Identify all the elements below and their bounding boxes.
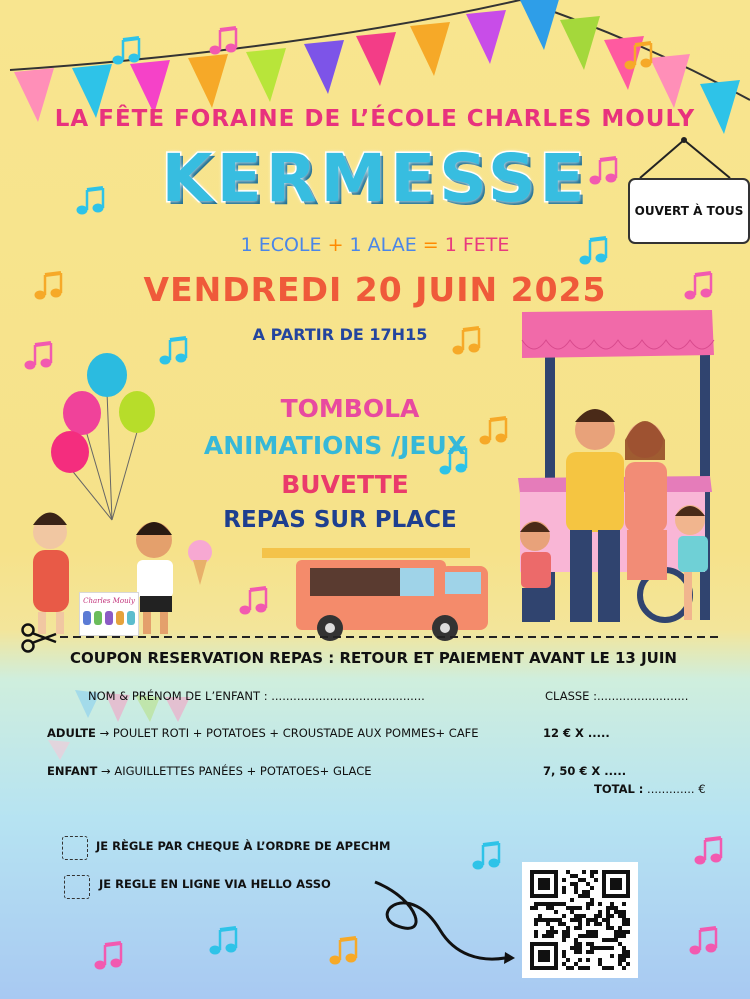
event-date: VENDREDI 20 JUIN 2025 <box>143 270 607 309</box>
qr-code-icon[interactable] <box>522 862 638 978</box>
coupon-title: COUPON RESERVATION REPAS : RETOUR ET PAIEMENT AVANT LE 13 JUIN <box>70 649 677 667</box>
activity-tombola: TOMBOLA <box>280 394 420 423</box>
open-to-all-sign: OUVERT À TOUS <box>628 178 750 244</box>
tagline-equals: = <box>422 234 439 256</box>
arrow-icon: → <box>99 726 110 740</box>
total-value: ............. € <box>643 782 706 796</box>
child-name-label: NOM & PRÉNOM DE L’ENFANT : .......................................... <box>88 689 425 703</box>
child-menu: AIGUILLETTES PANÉES + POTATOES+ GLACE <box>114 764 372 778</box>
arrow-icon: → <box>101 764 111 778</box>
activity-animations: ANIMATIONS /JEUX <box>203 431 467 460</box>
online-option-label: JE REGLE EN LIGNE VIA HELLO ASSO <box>99 877 331 891</box>
tagline-part-alae: 1 ALAE <box>349 234 417 256</box>
adult-menu: POULET ROTI + POTATOES + CROUSTADE AUX POMMES+ CAFE <box>112 726 479 740</box>
total-label: TOTAL : <box>594 782 644 796</box>
adult-price: 12 € X ..... <box>543 726 610 740</box>
page-title: KERMESSE <box>161 140 589 217</box>
adult-label: ADULTE <box>47 726 96 740</box>
event-start-time: A PARTIR DE 17H15 <box>252 325 428 344</box>
fair-subtitle: LA FÊTE FORAINE DE L’ÉCOLE CHARLES MOULY <box>54 106 696 132</box>
class-label: CLASSE :......................... <box>545 689 689 703</box>
tagline-part-school: 1 ECOLE <box>240 234 322 256</box>
activity-repas: REPAS SUR PLACE <box>223 507 457 533</box>
cheque-option-label: JE RÈGLE PAR CHEQUE À L’ORDRE DE APECHM <box>96 839 391 853</box>
child-price: 7, 50 € X ..... <box>543 764 627 778</box>
tagline-part-fete: 1 FETE <box>444 234 510 256</box>
tagline-plus: + <box>327 234 344 256</box>
child-label: ENFANT <box>47 764 98 778</box>
school-logo-text: Charles Mouly <box>83 597 135 605</box>
activity-buvette: BUVETTE <box>281 470 409 499</box>
